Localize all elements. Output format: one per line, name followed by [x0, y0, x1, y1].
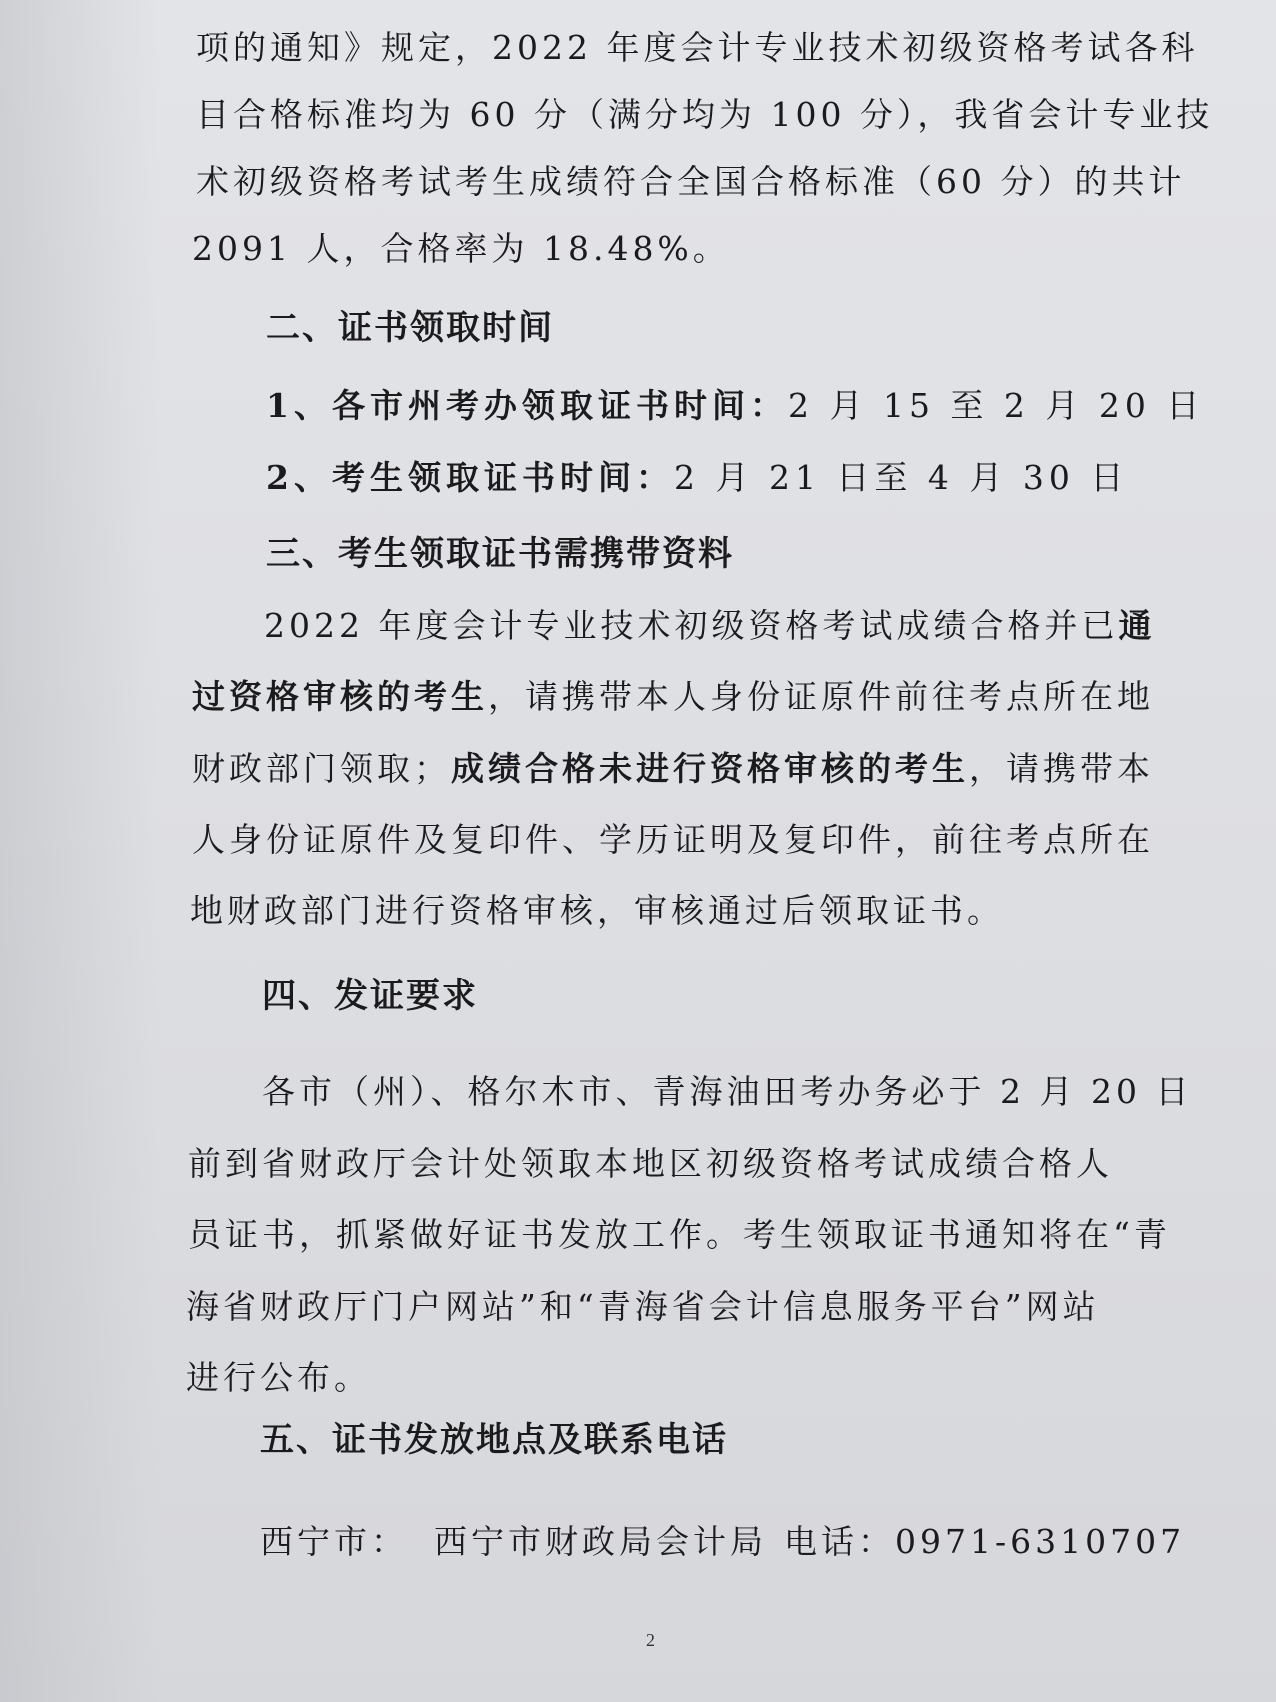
page-number: 2	[646, 1630, 655, 1650]
text-run: 2022 年度会计专业技术初级资格考试成绩合格并已	[264, 606, 1119, 645]
item-value: 2 月 21 日至 4 月 30 日	[673, 458, 1129, 497]
paragraph-line	[264, 604, 1155, 648]
paragraph-line: 2091 人，合格率为 18.48%。	[192, 229, 730, 268]
section-heading-2: 二、证书领取时间	[266, 308, 554, 348]
page-shadow	[0, 0, 160, 1702]
list-item-2	[266, 456, 1128, 500]
contact-phone: 电话：0971-6310707	[784, 1522, 1186, 1561]
paragraph-line: 海省财政厅门户网站”和“青海省会计信息服务平台”网站	[186, 1287, 1100, 1326]
item-label: 1、各市州考办领取证书时间：	[266, 386, 788, 425]
item-value: 2 月 15 至 2 月 20 日	[787, 386, 1205, 425]
section-heading-5: 五、证书发放地点及联系电话	[260, 1420, 728, 1460]
paragraph-line: 地财政部门进行资格审核，审核通过后领取证书。	[190, 891, 1004, 930]
paragraph-line: 员证书，抓紧做好证书发放工作。考生领取证书通知将在“青	[188, 1215, 1171, 1254]
bold-text-run: 过资格审核的考生	[192, 677, 488, 716]
text-run: ，请携带本	[969, 749, 1154, 788]
paragraph-line	[192, 675, 1154, 719]
text-run: 财政部门领取；	[192, 749, 451, 788]
item-label: 2、考生领取证书时间：	[266, 458, 674, 497]
text-run: ，请携带本人身份证原件前往考点所在地	[488, 677, 1154, 716]
paragraph-line: 术初级资格考试考生成绩符合全国合格标准（60 分）的共计	[196, 162, 1186, 201]
bold-text-run: 成绩合格未进行资格审核的考生	[451, 749, 969, 788]
paragraph-line: 进行公布。	[186, 1358, 371, 1397]
section-heading-3: 三、考生领取证书需携带资料	[266, 534, 734, 574]
paragraph-line	[192, 747, 1154, 791]
contact-office: 西宁市财政局会计局	[434, 1522, 767, 1561]
paragraph-line: 项的通知》规定，2022 年度会计专业技术初级资格考试各科	[196, 28, 1199, 67]
paragraph-line: 前到省财政厅会计处领取本地区初级资格考试成绩合格人	[188, 1144, 1113, 1183]
bold-text-run: 通	[1118, 606, 1156, 645]
contact-city: 西宁市：	[260, 1522, 408, 1561]
section-heading-4: 四、发证要求	[262, 976, 478, 1016]
paragraph-line: 人身份证原件及复印件、学历证明及复印件，前往考点所在	[192, 820, 1154, 859]
paragraph-line: 各市（州）、格尔木市、青海油田考办务必于 2 月 20 日	[262, 1072, 1193, 1111]
paragraph-line: 目合格标准均为 60 分（满分均为 100 分），我省会计专业技	[196, 95, 1214, 134]
list-item-1	[266, 384, 1204, 428]
